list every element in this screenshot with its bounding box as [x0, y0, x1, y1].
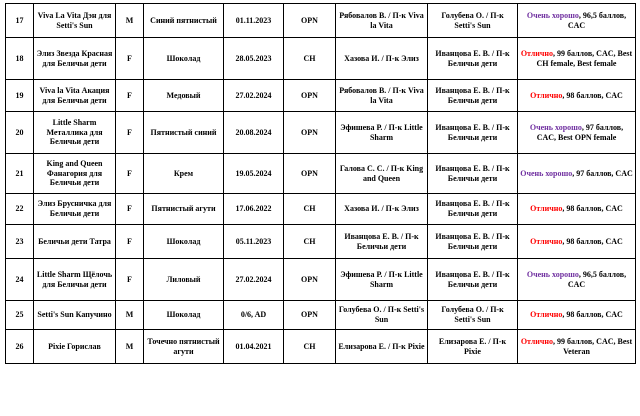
- animal-name-cell: Элиз Звезда Красная для Беличьи дети: [34, 38, 116, 80]
- entry-number-cell: 21: [6, 154, 34, 194]
- animal-sex-cell: F: [116, 38, 144, 80]
- owner-cell: Иванцова Е. В. / П-к Беличьи дети: [428, 80, 518, 112]
- result-cell: [518, 330, 636, 364]
- animal-sex-cell: F: [116, 259, 144, 301]
- owner-cell: Иванцова Е. В. / П-к Беличьи дети: [428, 259, 518, 301]
- birth-date-cell: 27.02.2024: [224, 80, 284, 112]
- show-class-cell: CH: [284, 330, 336, 364]
- entry-number-cell: 22: [6, 194, 34, 225]
- breeder-cell: Хазова И. / П-к Элиз: [336, 38, 428, 80]
- breeder-cell: Елизарова Е. / П-к Pixie: [336, 330, 428, 364]
- grade-label: Отлично: [520, 48, 553, 58]
- birth-date-cell: 27.02.2024: [224, 259, 284, 301]
- show-class-cell: OPN: [284, 301, 336, 330]
- animal-color-cell: Крем: [144, 154, 224, 194]
- animal-name-cell: Viva La Vita Дэн для Setti's Sun: [34, 4, 116, 38]
- animal-color-cell: Шоколад: [144, 38, 224, 80]
- animal-name-cell: Pixie Горислав: [34, 330, 116, 364]
- animal-sex-cell: F: [116, 154, 144, 194]
- show-class-cell: CH: [284, 225, 336, 259]
- entry-number-cell: 25: [6, 301, 34, 330]
- entry-number-cell: 18: [6, 38, 34, 80]
- owner-cell: Иванцова Е. В. / П-к Беличьи дети: [428, 225, 518, 259]
- birth-date-cell: 19.05.2024: [224, 154, 284, 194]
- owner-cell: Иванцова Е. В. / П-к Беличьи дети: [428, 38, 518, 80]
- result-cell: [518, 194, 636, 225]
- show-class-cell: CH: [284, 38, 336, 80]
- grade-label: Очень хорошо: [520, 168, 573, 178]
- show-class-cell: OPN: [284, 259, 336, 301]
- birth-date-cell: 17.06.2022: [224, 194, 284, 225]
- entry-number-cell: 17: [6, 4, 34, 38]
- animal-name-cell: Беличьи дети Татра: [34, 225, 116, 259]
- animal-sex-cell: F: [116, 112, 144, 154]
- breeder-cell: Иванцова Е. В. / П-к Беличьи дети: [336, 225, 428, 259]
- grade-label: Отлично: [520, 336, 553, 346]
- birth-date-cell: 20.08.2024: [224, 112, 284, 154]
- owner-cell: Елизарова Е. / П-к Pixie: [428, 330, 518, 364]
- show-class-cell: OPN: [284, 112, 336, 154]
- animal-name-cell: Little Sharm Металлика для Беличьи дети: [34, 112, 116, 154]
- show-class-cell: OPN: [284, 80, 336, 112]
- result-cell: [518, 38, 636, 80]
- show-class-cell: OPN: [284, 4, 336, 38]
- entry-number-cell: 24: [6, 259, 34, 301]
- results-table: [5, 3, 636, 364]
- owner-cell: Иванцова Е. В. / П-к Беличьи дети: [428, 112, 518, 154]
- breeder-cell: Эфишева Р. / П-к Little Sharm: [336, 112, 428, 154]
- result-cell: [518, 259, 636, 301]
- animal-color-cell: Пятнистый синий: [144, 112, 224, 154]
- grade-label: Отлично: [530, 90, 563, 100]
- table-row: [6, 4, 636, 38]
- grade-label: Очень хорошо: [529, 122, 582, 132]
- grade-label: Отлично: [530, 310, 563, 320]
- birth-date-cell: 01.04.2021: [224, 330, 284, 364]
- table-row: [6, 154, 636, 194]
- table-row: [6, 301, 636, 330]
- animal-color-cell: Шоколад: [144, 301, 224, 330]
- animal-sex-cell: M: [116, 330, 144, 364]
- show-class-cell: CH: [284, 194, 336, 225]
- breeder-cell: Рябовалов В. / П-к Viva la Vita: [336, 4, 428, 38]
- score-details: , 98 баллов, CAC: [562, 204, 623, 214]
- breeder-cell: Эфишева Р. / П-к Little Sharm: [336, 259, 428, 301]
- table-row: [6, 194, 636, 225]
- breeder-cell: Галова С. С. / П-к King and Queen: [336, 154, 428, 194]
- animal-name-cell: Viva la Vita Акация для Беличьи дети: [34, 80, 116, 112]
- score-details: , 97 баллов, CAC: [572, 168, 633, 178]
- score-details: , 96,5 баллов, CAC: [567, 269, 627, 289]
- animal-name-cell: Setti's Sun Капучино: [34, 301, 116, 330]
- animal-name-cell: Элиз Брусничка для Беличьи дети: [34, 194, 116, 225]
- owner-cell: Голубева О. / П-к Setti's Sun: [428, 301, 518, 330]
- animal-color-cell: Шоколад: [144, 225, 224, 259]
- grade-label: Очень хорошо: [526, 10, 579, 20]
- score-details: , 97 баллов, CAC, Best OPN female: [536, 122, 624, 142]
- table-row: [6, 259, 636, 301]
- animal-color-cell: Синий пятнистый: [144, 4, 224, 38]
- score-details: , 98 баллов, CAC: [562, 236, 623, 246]
- result-cell: [518, 154, 636, 194]
- owner-cell: Иванцова Е. В. / П-к Беличьи дети: [428, 154, 518, 194]
- animal-sex-cell: F: [116, 225, 144, 259]
- table-row: [6, 112, 636, 154]
- animal-color-cell: Точечно пятнистый агути: [144, 330, 224, 364]
- results-table-body: [6, 4, 636, 364]
- grade-label: Отлично: [530, 204, 563, 214]
- score-details: , 98 баллов, CAC: [562, 310, 623, 320]
- grade-label: Очень хорошо: [526, 269, 579, 279]
- entry-number-cell: 23: [6, 225, 34, 259]
- table-row: [6, 330, 636, 364]
- animal-sex-cell: M: [116, 4, 144, 38]
- table-row: [6, 80, 636, 112]
- animal-sex-cell: F: [116, 194, 144, 225]
- animal-name-cell: King and Queen Фанагория для Беличьи дети: [34, 154, 116, 194]
- score-details: , 99 баллов, CAC, Best Veteran: [553, 336, 633, 356]
- table-row: [6, 38, 636, 80]
- owner-cell: Голубева О. / П-к Setti's Sun: [428, 4, 518, 38]
- entry-number-cell: 19: [6, 80, 34, 112]
- entry-number-cell: 26: [6, 330, 34, 364]
- breeder-cell: Рябовалов В. / П-к Viva la Vita: [336, 80, 428, 112]
- grade-label: Отлично: [530, 236, 563, 246]
- result-cell: [518, 225, 636, 259]
- animal-sex-cell: M: [116, 301, 144, 330]
- animal-color-cell: Лиловый: [144, 259, 224, 301]
- animal-color-cell: Пятнистый агути: [144, 194, 224, 225]
- animal-name-cell: Little Sharm Щёлочь для Беличьи дети: [34, 259, 116, 301]
- animal-color-cell: Медовый: [144, 80, 224, 112]
- owner-cell: Иванцова Е. В. / П-к Беличьи дети: [428, 194, 518, 225]
- breeder-cell: Голубева О. / П-к Setti's Sun: [336, 301, 428, 330]
- result-cell: [518, 301, 636, 330]
- score-details: , 98 баллов, CAC: [562, 90, 623, 100]
- entry-number-cell: 20: [6, 112, 34, 154]
- result-cell: [518, 80, 636, 112]
- animal-sex-cell: F: [116, 80, 144, 112]
- table-row: [6, 225, 636, 259]
- birth-date-cell: 05.11.2023: [224, 225, 284, 259]
- birth-date-cell: 28.05.2023: [224, 38, 284, 80]
- result-cell: [518, 112, 636, 154]
- score-details: , 96,5 баллов, CAC: [567, 10, 627, 30]
- show-class-cell: OPN: [284, 154, 336, 194]
- birth-date-cell: 01.11.2023: [224, 4, 284, 38]
- breeder-cell: Хазова И. / П-к Элиз: [336, 194, 428, 225]
- result-cell: [518, 4, 636, 38]
- birth-date-cell: 0/6, AD: [224, 301, 284, 330]
- score-details: , 99 баллов, CAC, Best CH female, Best female: [536, 48, 633, 68]
